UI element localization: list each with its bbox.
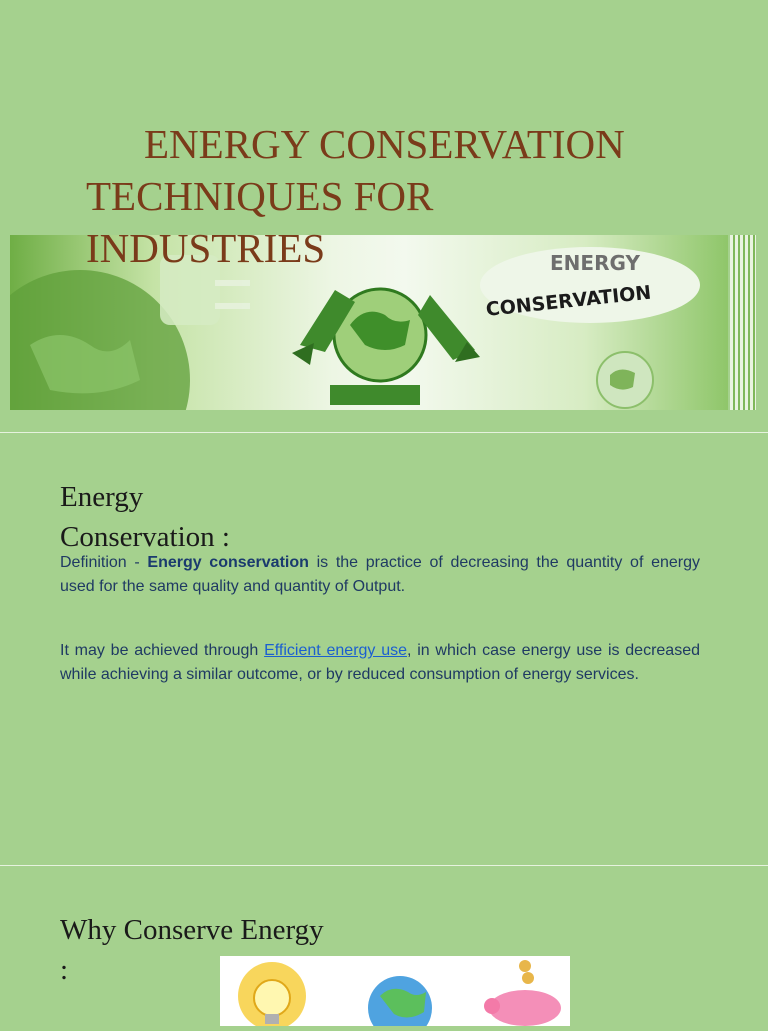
definition-heading-line-2: Conservation : — [60, 521, 230, 553]
why-conserve-line-1: Why Conserve Energy — [60, 914, 324, 946]
why-conserve-icons — [220, 956, 570, 1026]
definition-heading — [60, 477, 230, 557]
efficiency-paragraph — [60, 639, 700, 687]
title-line-1: ENERGY CONSERVATION — [144, 121, 625, 167]
definition-prefix: Definition - — [60, 554, 148, 571]
banner-stripes — [730, 235, 756, 410]
definition-term: Energy conservation — [147, 554, 309, 571]
banner-text-energy: ENERGY — [550, 251, 640, 275]
efficiency-text: , in which case energy use is decreased while achieving a similar outcome, or by reduced consumption of energy services. — [60, 642, 700, 683]
why-conserve-line-2: : — [60, 954, 69, 986]
piggy-bank-icon — [484, 960, 561, 1026]
light-bulb-icon — [238, 962, 306, 1026]
definition-text: is the practice of decreasing the quantity of energy used for the same quality and quantity of Output. — [60, 554, 700, 595]
efficiency-prefix: It may be achieved through — [60, 642, 265, 659]
recycle-globe-icon — [292, 289, 480, 405]
globe-icon — [368, 976, 432, 1026]
title-line-3: INDUSTRIES — [86, 225, 326, 271]
definition-heading-line-1: Energy — [60, 481, 144, 513]
slide-definition — [0, 433, 768, 865]
title-line-2: TECHNIQUES FOR — [86, 173, 434, 219]
slide-title-heading — [86, 118, 726, 274]
definition-paragraph — [60, 551, 700, 599]
efficient-energy-use-link[interactable]: Efficient energy use — [264, 642, 407, 659]
slide-why-conserve — [0, 866, 768, 1024]
slide-title — [0, 0, 768, 432]
banner-text-conservation: CONSERVATION — [484, 281, 653, 321]
